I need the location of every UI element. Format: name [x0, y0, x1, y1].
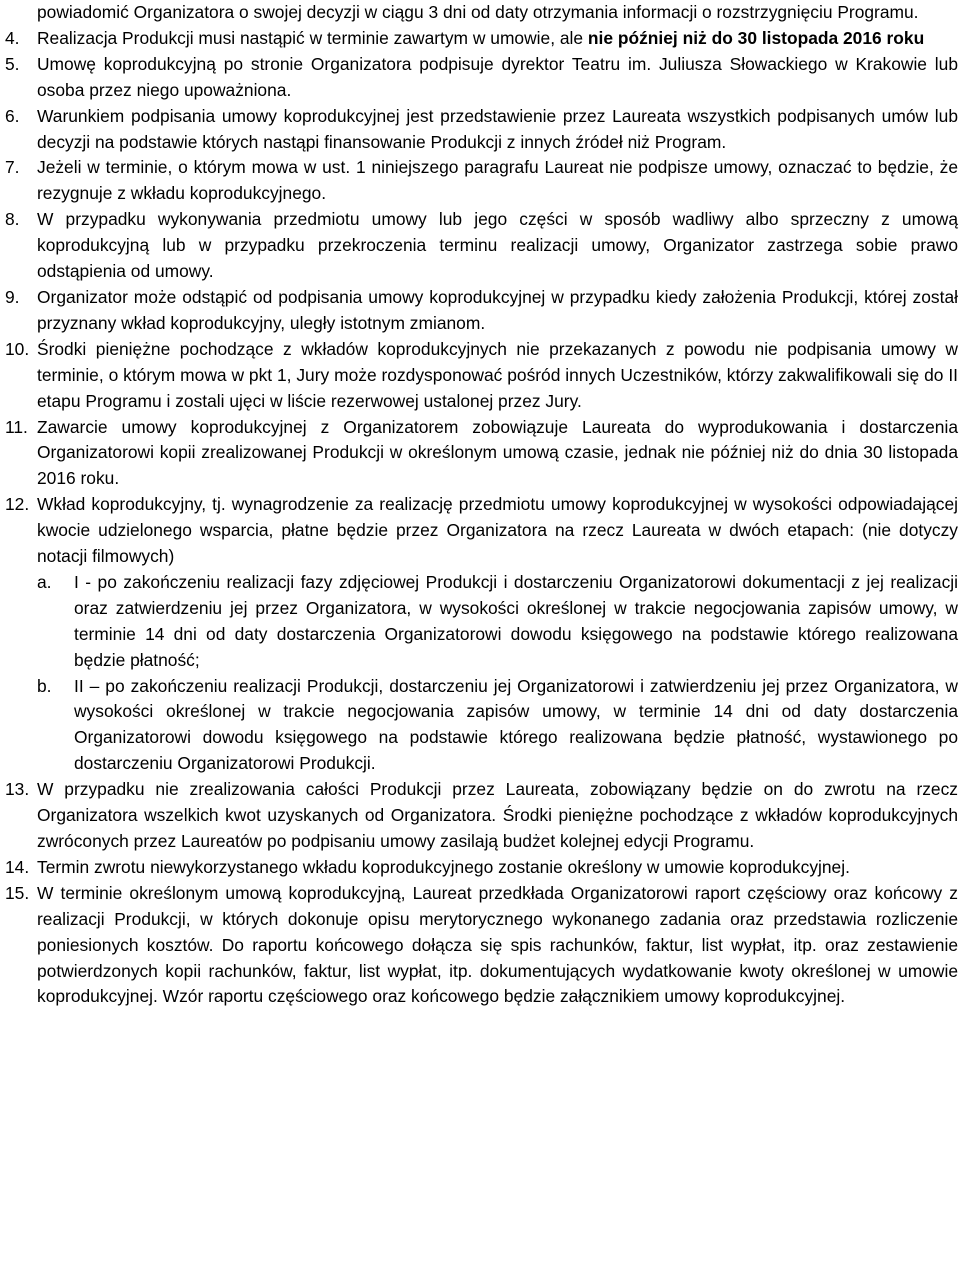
item-text: [37, 26, 958, 52]
item-text: Umowę koprodukcyjną po stronie Organizatora podpisuje dyrektor Teatru im. Juliusza Słowackiego w Krakowie lub osoba przez niego upoważniona.: [37, 53, 958, 100]
list-item-12: [5, 492, 958, 777]
item-text: W przypadku wykonywania przedmiotu umowy lub jego części w sposób wadliwy albo sprzeczny z umową koprodukcyjną lub w przypadku przekroczenia terminu realizacji umowy, Organizator zastrzega sobie prawo odstąpienia od umowy.: [37, 209, 958, 282]
item-number: 9.: [5, 286, 20, 307]
payment-stages-list: [37, 570, 958, 777]
item-text: Środki pieniężne pochodzące z wkładów koprodukcyjnych nie przekazanych z powodu nie podpisania umowy w terminie, o którym mowa w pkt 1, Jury może rozdysponować pośród innych Uczestników, którzy zakwalifikowali się do II etapu Programu i zostali ujęci w liście rezerwowej ustalonej przez Jury.: [37, 338, 958, 411]
sub-item-text: I - po zakończeniu realizacji fazy zdjęciowej Produkcji i dostarczeniu Organizatorowi dokumentacji z jej realizacji oraz zatwierdzeniu jej przez Organizatora, w wysokości określonej w trakcie negocjowania zapisów umowy, w terminie 14 dni od daty dostarczenia Organizatorowi dowodu księgowego na podstawie którego realizowana będzie płatność;: [74, 571, 958, 670]
regulation-list: [5, 0, 958, 1010]
list-item-11: [5, 415, 958, 493]
item-number: 10.: [5, 338, 30, 359]
item-text: powiadomić Organizatora o swojej decyzji w ciągu 3 dni od daty otrzymania informacji o rozstrzygnięciu Programu.: [37, 2, 919, 22]
list-item-10: [5, 337, 958, 415]
list-item-8: [5, 207, 958, 285]
list-item-14: [5, 855, 958, 881]
sub-item-a: [37, 570, 958, 674]
item-number: 11.: [5, 416, 28, 437]
list-item-9: [5, 285, 958, 337]
item-text: Organizator może odstąpić od podpisania umowy koprodukcyjnej w przypadku kiedy założenia Produkcji, której został przyznany wkład koprodukcyjny, uległy istotnym zmianom.: [37, 286, 958, 333]
list-item-7: [5, 155, 958, 207]
sub-item-text: II – po zakończeniu realizacji Produkcji, dostarczeniu jej Organizatorowi i zatwierdzeniu jej przez Organizatora, w wysokości określonej w trakcie negocjowania zapisów umowy, w terminie 14 dni od daty dostarczenia Organizatorowi dowodu księgowego na podstawie którego realizowana będzie płatność, wystawionego po dostarczeniu Organizatorowi Produkcji.: [74, 675, 958, 774]
item-number: 14.: [5, 856, 30, 877]
item-number: 13.: [5, 779, 30, 800]
item-text: W przypadku nie zrealizowania całości Produkcji przez Laureata, zobowiązany będzie on do zwrotu na rzecz Organizatora wszelkich kwot uzyskanych od Organizatora. Środki pieniężne pochodzące z wkładów koprodukcyjnych zwróconych przez Laureatów po podpisaniu umowy zasilają budżet kolejnej edycji Programu.: [37, 779, 958, 851]
list-item-5: [5, 52, 958, 104]
item-text-regular: Realizacja Produkcji musi nastąpić w terminie zawartym w umowie, ale: [37, 27, 588, 48]
item-content: [37, 492, 958, 777]
sub-item-letter: a.: [37, 571, 52, 592]
item-number: 6.: [5, 105, 20, 126]
sub-item-b: [37, 674, 958, 778]
list-item-continuation: [5, 0, 958, 26]
sub-item-letter: b.: [37, 675, 52, 696]
item-text: Zawarcie umowy koprodukcyjnej z Organizatorem zobowiązuje Laureata do wyprodukowania i dostarczenia Organizatorowi kopii zrealizowanej Produkcji w określonym umową czasie, jednak nie później niż do dnia 30 listopada 2016 roku.: [37, 416, 958, 489]
item-text: Jeżeli w terminie, o którym mowa w ust. 1 niniejszego paragrafu Laureat nie podpisze umowy, oznaczać to będzie, że rezygnuje z wkładu koprodukcyjnego.: [37, 157, 958, 204]
item-number: 15.: [5, 882, 30, 903]
list-item-13: [5, 777, 958, 855]
item-number: 7.: [5, 157, 20, 178]
item-number: 8.: [5, 209, 20, 230]
list-item-15: [5, 881, 958, 1011]
item-text: W terminie określonym umową koprodukcyjną, Laureat przedkłada Organizatorowi raport częściowy oraz końcowy z realizacji Produkcji, w których dokonuje opisu merytorycznego wykonanego zadania oraz przedstawia rozliczenie poniesionych kosztów. Do raportu końcowego dołącza się spis rachunków, faktur, list wypłat, itp. oraz zestawienie potwierdzonych kopii rachunków, faktur, list wypłat, itp. dokumentujących wydatkowanie kwoty określonej w umowie koprodukcyjnej. Wzór raportu częściowego oraz końcowego będzie załącznikiem umowy koprodukcyjnej.: [37, 882, 958, 1007]
item-number: 12.: [5, 494, 30, 515]
item-number: 5.: [5, 53, 20, 74]
item-text: Warunkiem podpisania umowy koprodukcyjnej jest przedstawienie przez Laureata wszystkich podpisanych umów lub decyzji na podstawie których nastąpi finansowanie Produkcji z innych źródeł niż Program.: [37, 105, 958, 152]
list-item-4: [5, 26, 958, 52]
item-number: 4.: [5, 27, 20, 48]
item-text-bold-deadline: nie później niż do 30 listopada 2016 roku: [587, 27, 925, 48]
item-text: Wkład koprodukcyjny, tj. wynagrodzenie za realizację przedmiotu umowy koprodukcyjnej w wysokości odpowiadającej kwocie udzielonego wsparcia, płatne będzie przez Organizatora na rzecz Laureata w dwóch etapach: (nie dotyczy notacji filmowych): [37, 494, 958, 567]
item-text: Termin zwrotu niewykorzystanego wkładu koprodukcyjnego zostanie określony w umowie koprodukcyjnej.: [37, 856, 850, 877]
list-item-6: [5, 104, 958, 156]
